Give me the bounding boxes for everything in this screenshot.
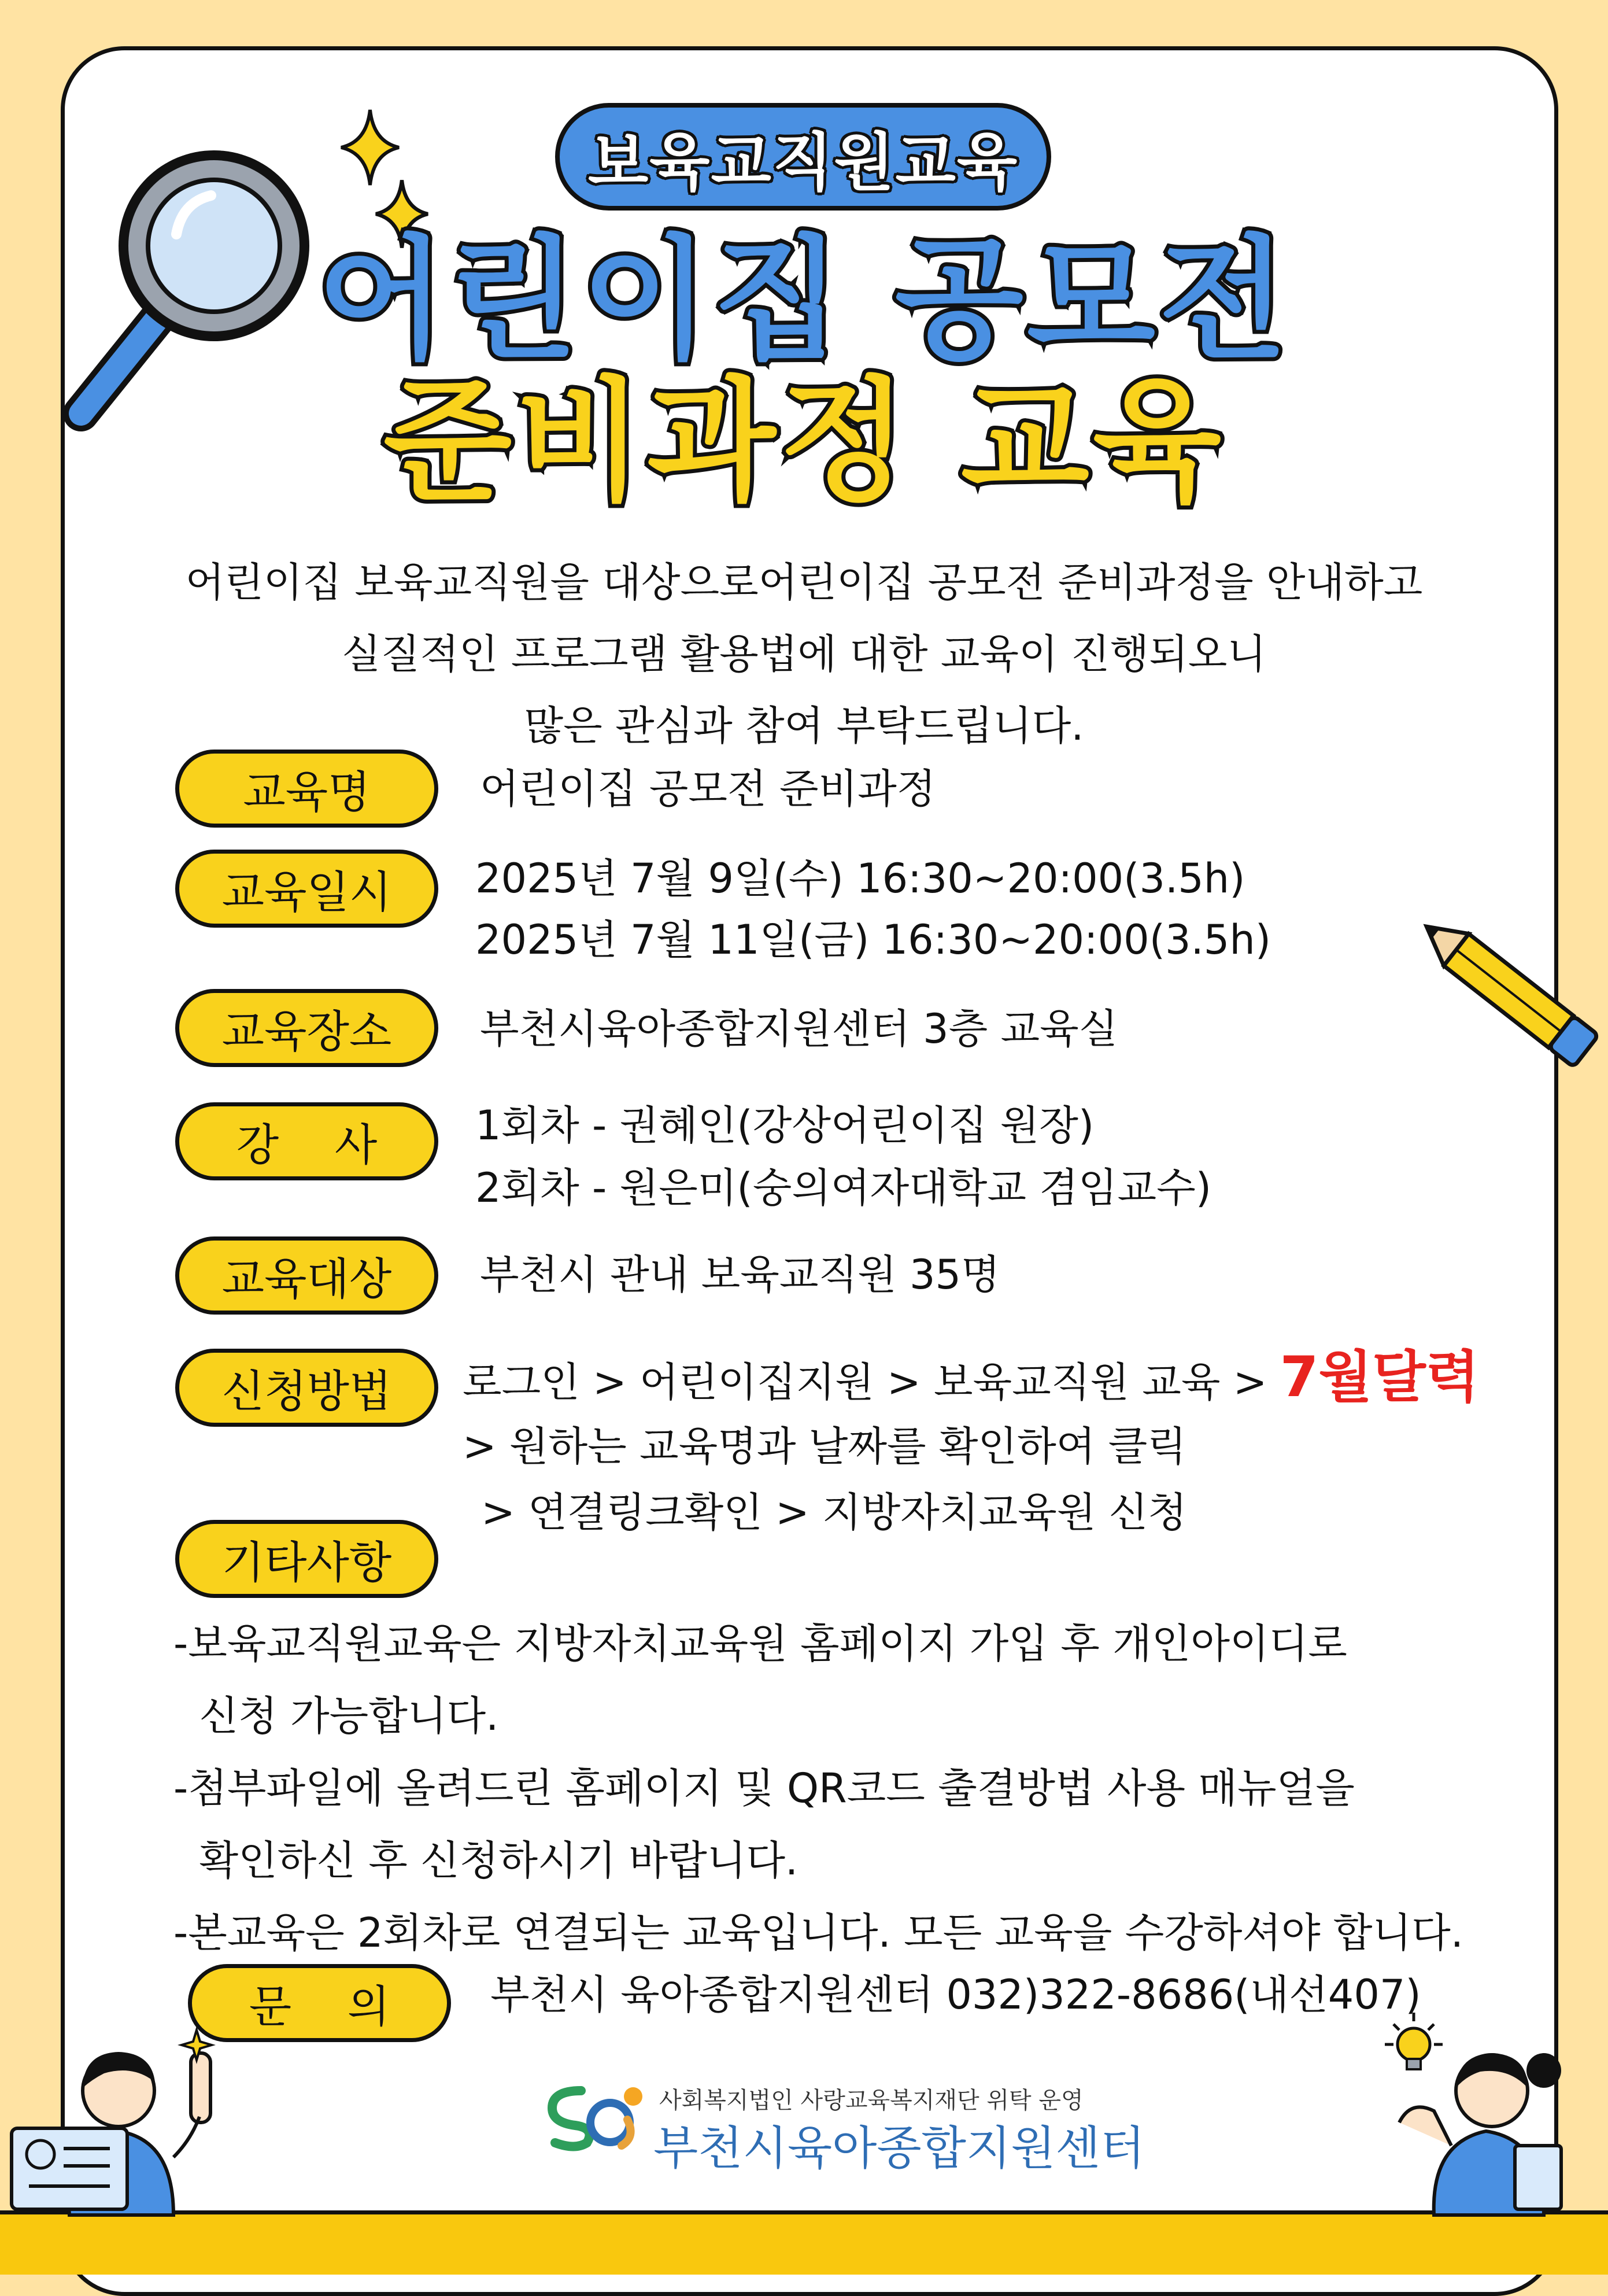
intro-line: 어린이집 보육교직원을 대상으로어린이집 공모전 준비과정을 안내하고 <box>185 559 1423 606</box>
method-path: 로그인 > 어린이집지원 > 보육교직원 교육 > <box>463 1359 1280 1406</box>
label-contact: 문 의 <box>188 1964 451 2042</box>
value-method-1 <box>463 1345 1480 1409</box>
label-schedule: 교육일시 <box>175 850 438 928</box>
value-place: 부천시육아종합지원센터 3층 교육실 <box>480 1005 1118 1053</box>
label-name: 교육명 <box>175 750 438 828</box>
org-logo-icon <box>541 2082 650 2151</box>
value-target: 부천시 관내 보육교직원 35명 <box>480 1251 1000 1298</box>
intro-line: 실질적인 프로그램 활용법에 대한 교육이 진행되오니 <box>342 630 1266 678</box>
note-line: -첨부파일에 올려드린 홈페이지 및 QR코드 출결방법 사용 매뉴얼을 <box>173 1765 1355 1812</box>
lightbulb-icon <box>1385 2013 1443 2069</box>
category-pill <box>555 103 1051 211</box>
pencil-icon <box>1411 902 1607 1087</box>
value-name: 어린이집 공모전 준비과정 <box>480 765 936 813</box>
value-instructor-2: 2회차 - 원은미(숭의여자대학교 겸임교수) <box>475 1164 1212 1212</box>
value-method-2: > 원하는 교육명과 날짜를 확인하여 클릭 <box>463 1423 1186 1470</box>
label-place: 교육장소 <box>175 989 438 1067</box>
note-line: -본교육은 2회차로 연결되는 교육입니다. 모든 교육을 수강하셔야 합니다. <box>173 1909 1464 1957</box>
value-schedule-2: 2025년 7월 11일(금) 16:30~20:00(3.5h) <box>475 916 1271 964</box>
intro-line: 많은 관심과 참여 부탁드립니다. <box>524 702 1084 750</box>
category-text: 보육교직원교육 <box>587 126 1019 199</box>
note-line: -보육교직원교육은 지방자치교육원 홈페이지 가입 후 개인아이디로 <box>173 1620 1347 1667</box>
label-method: 신청방법 <box>175 1349 438 1427</box>
value-instructor-1: 1회차 - 권혜인(강상어린이집 원장) <box>475 1102 1095 1149</box>
method-highlight: 7월달력 <box>1280 1345 1480 1409</box>
id-card-icon <box>12 2128 127 2209</box>
title-line-1: 어린이집 공모전 <box>317 223 1291 378</box>
value-method-3: > 연결링크확인 > 지방자치교육원 신청 <box>468 1489 1187 1536</box>
sparkle-icon <box>341 110 399 185</box>
person-idea-illustration <box>1365 2007 1607 2215</box>
label-instructor: 강 사 <box>175 1102 438 1180</box>
notes-list <box>173 1608 1463 1969</box>
value-schedule-1: 2025년 7월 9일(수) 16:30~20:00(3.5h) <box>475 855 1245 902</box>
label-etc: 기타사항 <box>175 1520 438 1598</box>
title-line-2: 준비과정 교육 <box>383 365 1225 519</box>
note-line: 신청 가능합니다. <box>173 1692 499 1740</box>
person-pointing-illustration <box>0 2007 272 2215</box>
bottom-band <box>0 2210 1608 2275</box>
intro-text <box>0 547 1608 762</box>
value-contact: 부천시 육아종합지원센터 032)322-8686(내선407) <box>490 1971 1421 2018</box>
note-line: 확인하신 후 신청하시기 바랍니다. <box>173 1837 799 1884</box>
label-target: 교육대상 <box>175 1236 438 1315</box>
footer-org-name: 부천시육아종합지원센터 <box>653 2121 1145 2175</box>
footer-operator: 사회복지법인 사랑교육복지재단 위탁 운영 <box>659 2087 1084 2114</box>
